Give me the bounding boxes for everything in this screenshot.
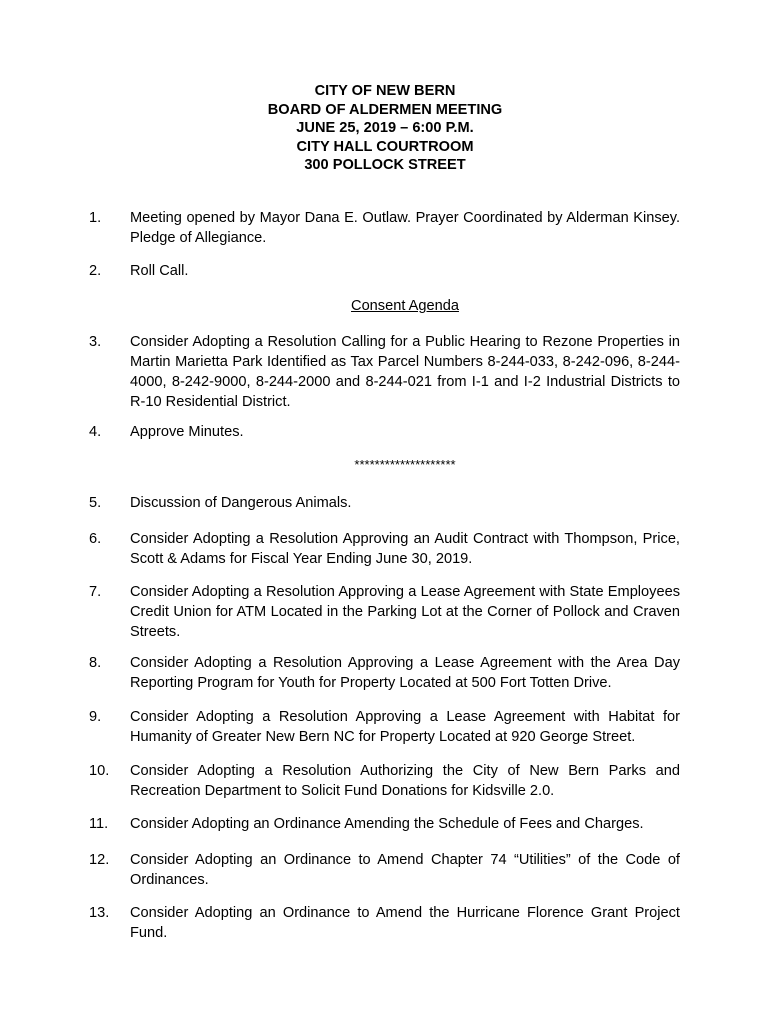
item-text: Consider Adopting a Resolution Approving a Lease Agreement with State Employees Credit Union for ATM Located in the Parking Lot at the Corner of Pollock and Craven Streets. — [130, 584, 680, 640]
item-number: 2. — [89, 263, 102, 279]
item-number: 3. — [89, 334, 102, 350]
agenda-item — [89, 493, 680, 513]
item-text: Consider Adopting a Resolution Approving an Audit Contract with Thompson, Price, Scott & Adams for Fiscal Year Ending June 30, 2019. — [130, 531, 680, 567]
item-number: 5. — [89, 495, 102, 511]
item-text: Consider Adopting a Resolution Approving a Lease Agreement with Habitat for Humanity of Greater New Bern NC for Property Located at 920 George Street. — [130, 709, 680, 745]
item-number: 4. — [89, 424, 102, 440]
agenda-item — [89, 707, 680, 747]
header-venue: CITY HALL COURTROOM — [296, 138, 474, 155]
item-text: Meeting opened by Mayor Dana E. Outlaw. Prayer Coordinated by Alderman Kinsey. Pledge of Allegiance. — [130, 210, 680, 246]
agenda-item — [89, 850, 680, 890]
item-number: 10. — [89, 763, 110, 779]
agenda-item — [89, 761, 680, 801]
item-number: 11. — [89, 816, 109, 832]
item-text: Approve Minutes. — [130, 424, 244, 440]
agenda-item — [89, 582, 680, 642]
item-text: Consider Adopting an Ordinance to Amend Chapter 74 “Utilities” of the Code of Ordinances. — [130, 852, 680, 888]
agenda-item — [89, 422, 680, 442]
header-address: 300 POLLOCK STREET — [304, 157, 466, 173]
agenda-item — [89, 208, 680, 248]
header-board: BOARD OF ALDERMEN MEETING — [267, 101, 503, 118]
item-text: Consider Adopting an Ordinance to Amend the Hurricane Florence Grant Project Fund. — [130, 905, 680, 941]
item-text: Consider Adopting a Resolution Authorizing the City of New Bern Parks and Recreation Department to Solicit Fund Donations for Kidsville 2.0. — [130, 763, 680, 799]
agenda-header — [0, 82, 770, 175]
item-number: 7. — [89, 584, 102, 600]
header-date: JUNE 25, 2019 – 6:00 P.M. — [296, 120, 474, 136]
item-number: 1. — [89, 210, 102, 226]
item-number: 8. — [89, 655, 102, 671]
item-text: Consider Adopting a Resolution Calling for a Public Hearing to Rezone Properties in Martin Marietta Park Identified as Tax Parcel Numbers 8-244-033, 8-242-096, 8-244-4000, 8-242-9000, 8-244-2000 and 8-244-021 from I-1 and I-2 Industrial Districts to R-10 Residential District. — [130, 334, 680, 410]
item-number: 9. — [89, 709, 102, 725]
consent-agenda-heading: Consent Agenda — [351, 298, 459, 314]
item-number: 6. — [89, 531, 102, 547]
agenda-item — [89, 261, 680, 281]
agenda-item — [89, 814, 680, 834]
item-number: 12. — [89, 852, 110, 868]
item-text: Discussion of Dangerous Animals. — [130, 495, 352, 511]
separator: ******************** — [354, 457, 456, 472]
item-text: Consider Adopting a Resolution Approving a Lease Agreement with the Area Day Reporting Program for Youth for Property Located at 500 Fort Totten Drive. — [130, 655, 680, 691]
agenda-item — [89, 653, 680, 693]
item-text: Roll Call. — [130, 263, 189, 279]
item-text: Consider Adopting an Ordinance Amending the Schedule of Fees and Charges. — [130, 816, 644, 832]
agenda-item — [89, 529, 680, 569]
agenda-item — [89, 332, 680, 412]
item-number: 13. — [89, 905, 110, 921]
header-city: CITY OF NEW BERN — [314, 83, 456, 99]
agenda-item — [89, 903, 680, 943]
